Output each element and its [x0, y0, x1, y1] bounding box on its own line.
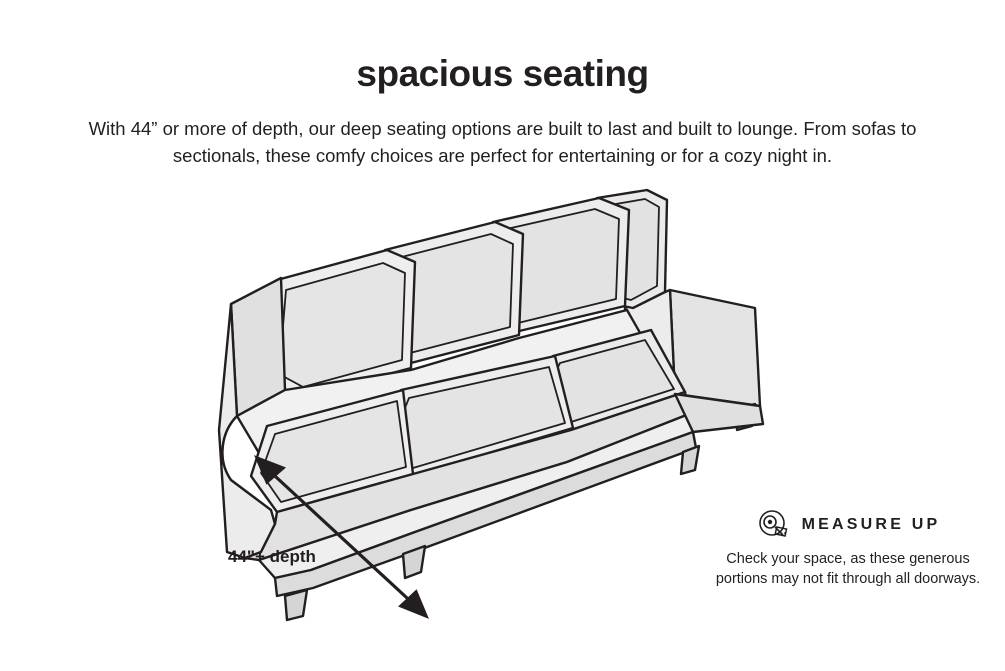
measure-up-block	[713, 508, 983, 589]
page-subcopy: With 44” or more of depth, our deep seating options are built to last and built to lounge. From sofas to sectionals, these comfy choices are perfect for entertaining or for a cozy night in.	[88, 118, 917, 166]
tape-measure-icon	[756, 508, 790, 542]
measure-up-note: Check your space, as these generous portions may not fit through all doorways.	[715, 551, 981, 587]
depth-label: 44"+ depth	[228, 547, 316, 566]
page-title: spacious seating	[356, 53, 649, 94]
measure-up-heading	[713, 508, 983, 542]
measure-up-title: MEASURE UP	[801, 516, 941, 533]
